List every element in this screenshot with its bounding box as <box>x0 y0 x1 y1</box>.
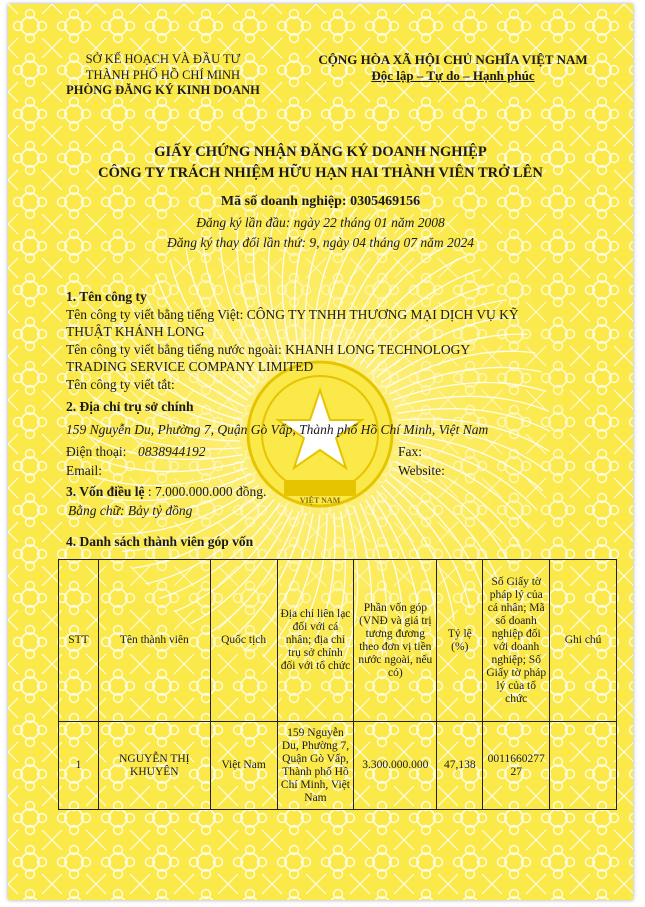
change-registration: Đăng ký thay đổi lần thứ: 9, ngày 04 tháng 07 năm 2024 <box>167 235 474 250</box>
fax-label: Fax: <box>398 444 423 459</box>
members-table <box>58 559 617 810</box>
emblem-label: VIỆT NAM <box>299 496 341 505</box>
company-name-vn-line-2: THUẬT KHÁNH LONG <box>66 324 205 339</box>
certificate-content <box>8 4 633 900</box>
national-motto <box>298 52 608 84</box>
section-1-heading: 1. Tên công ty <box>66 289 147 304</box>
authority-line-3: PHÒNG ĐĂNG KÝ KINH DOANH <box>66 83 260 97</box>
col-header: Ghi chú <box>550 560 617 722</box>
cell-stt: 1 <box>59 722 99 810</box>
motto: Độc lập – Tự do – Hạnh phúc <box>371 68 535 83</box>
company-short-name: Tên công ty viết tắt: <box>66 377 175 392</box>
col-header: Số Giấy tờ pháp lý của cá nhân; Mã số doanh nghiệp đối với doanh nghiệp; Số Giấy tờ pháp lý của tổ chức <box>483 560 550 722</box>
charter-capital-value: : 7.000.000.000 đồng. <box>147 484 267 499</box>
company-name-vn-line-1: Tên công ty viết bằng tiếng Việt: CÔNG TY TNHH THƯƠNG MẠI DỊCH VỤ KỸ <box>66 307 519 322</box>
col-header: Tên thành viên <box>98 560 210 722</box>
section-2-heading: 2. Địa chỉ trụ sở chính <box>66 399 194 414</box>
cell-address: 159 Nguyễn Du, Phường 7, Quận Gò Vấp, Thành phố Hồ Chí Minh, Việt Nam <box>277 722 354 810</box>
table-header-row <box>59 560 617 722</box>
business-code: Mã số doanh nghiệp: 0305469156 <box>220 194 421 209</box>
cell-member-name: NGUYỄN THỊ KHUYÊN <box>98 722 210 810</box>
charter-capital <box>66 484 266 500</box>
table-row <box>59 722 617 810</box>
authority-line-2: THÀNH PHỐ HỒ CHÍ MINH <box>85 67 241 82</box>
country-name: CỘNG HÒA XÃ HỘI CHỦ NGHĨA VIỆT NAM <box>318 52 588 67</box>
company-name-foreign-line-1: Tên công ty viết bằng tiếng nước ngoài: KHANH LONG TECHNOLOGY <box>66 342 471 357</box>
cell-capital: 3.300.000.000 <box>354 722 437 810</box>
cell-ratio: 47,138 <box>437 722 483 810</box>
issuing-authority <box>38 52 288 99</box>
cell-legal-id: 001166027727 <box>483 722 550 810</box>
col-header: STT <box>59 560 99 722</box>
col-header: Phần vốn góp (VNĐ và giá trị tương đương theo đơn vị tiền nước ngoài, nếu có) <box>354 560 437 722</box>
section-4-heading: 4. Danh sách thành viên góp vốn <box>66 534 254 549</box>
col-header: Địa chỉ liên lạc đối với cá nhân; địa chỉ trụ sở chính đối với tổ chức <box>277 560 354 722</box>
head-office-address: 159 Nguyễn Du, Phường 7, Quận Gò Vấp, Thành phố Hồ Chí Minh, Việt Nam <box>66 422 489 437</box>
certificate-page <box>8 4 633 900</box>
company-name-foreign-line-2: TRADING SERVICE COMPANY LIMITED <box>66 359 314 374</box>
website-label: Website: <box>398 463 445 478</box>
section-3-heading: 3. Vốn điều lệ <box>66 484 145 499</box>
phone-label: Điện thoại: <box>66 444 127 459</box>
col-header: Quốc tịch <box>210 560 277 722</box>
first-registration: Đăng ký lần đầu: ngày 22 tháng 01 năm 2008 <box>196 215 445 230</box>
col-header: Tỷ lệ (%) <box>437 560 483 722</box>
cell-nationality: Việt Nam <box>210 722 277 810</box>
certificate-subtitle: CÔNG TY TRÁCH NHIỆM HỮU HẠN HAI THÀNH VIÊN TRỞ LÊN <box>98 165 543 181</box>
cell-note <box>550 722 617 810</box>
certificate-title: GIẤY CHỨNG NHẬN ĐĂNG KÝ DOANH NGHIỆP <box>154 144 487 160</box>
authority-line-1: SỞ KẾ HOẠCH VÀ ĐẦU TƯ <box>85 52 241 66</box>
email-label: Email: <box>66 463 102 478</box>
capital-in-words: Bằng chữ: Bảy tỷ đồng <box>68 503 193 518</box>
phone-value: 0838944192 <box>138 444 206 459</box>
